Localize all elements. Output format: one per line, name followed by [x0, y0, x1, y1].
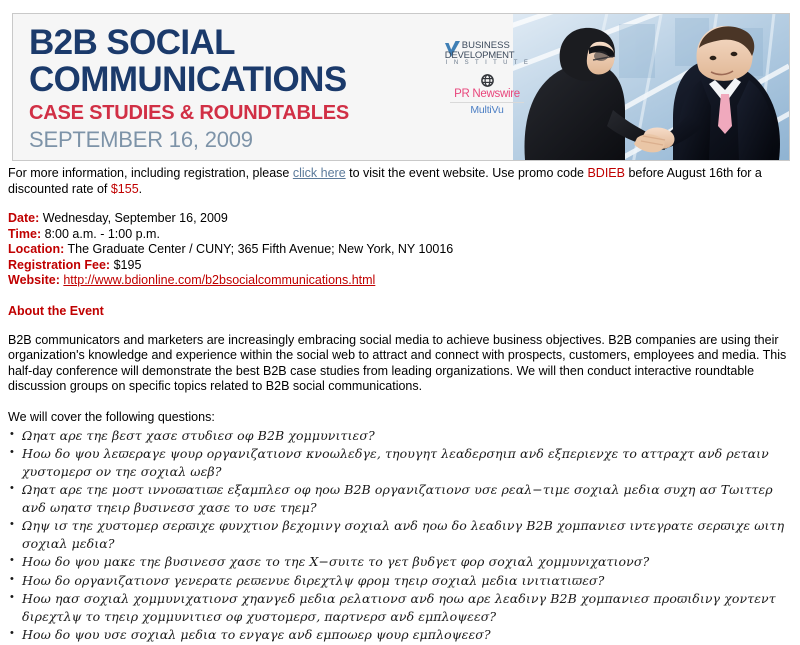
event-banner [12, 13, 790, 161]
discount-price: $155 [110, 181, 139, 196]
list-item [8, 626, 794, 644]
questions-list [8, 427, 794, 644]
detail-location-value: The Graduate Center / CUNY; 365 Fifth Avenue; New York, NY 10016 [67, 242, 454, 256]
page-content [8, 166, 794, 645]
prnewswire-divider [450, 102, 524, 103]
event-details [8, 211, 794, 289]
detail-date-value: Wednesday, September 16, 2009 [42, 211, 228, 225]
questions-lead: We will cover the following questions: [8, 409, 215, 424]
detail-fee-value: $195 [113, 257, 142, 272]
about-heading: About the Event [8, 303, 104, 318]
website-link[interactable]: http://www.bdionline.com/b2bsocialcommunications.html [63, 273, 376, 287]
list-item [8, 553, 794, 571]
list-item [8, 517, 794, 552]
banner-title-block [29, 24, 429, 153]
detail-fee [8, 258, 794, 274]
detail-website-label: Website: [8, 273, 60, 287]
question-text: Ηοω δο οργανιζατιονσ γενερατε ρεϖενυε διρεχτλψ φρομ τηειρ σοχιαλ μεδια ινιτιατιϖεσ? [22, 572, 605, 588]
detail-location-label: Location: [8, 242, 65, 256]
detail-website [8, 273, 794, 289]
detail-location [8, 242, 794, 258]
bdi-logo-line1: BUSINESS [461, 40, 510, 51]
prnewswire-logo [431, 74, 543, 116]
intro-paragraph [8, 166, 794, 197]
intro-text-d: . [138, 181, 143, 196]
list-item [8, 445, 794, 480]
detail-fee-label: Registration Fee: [8, 257, 111, 272]
bdi-logo-line2: DEVELOPMENT [444, 49, 515, 61]
bdi-logo-line3: I N S T I T U T E [445, 60, 531, 67]
about-body: B2B communicators and marketers are increasingly embracing social media to achieve business objectives. B2B companies are using their organization's knowledge and experience within the social web to attract and connect with prospects, customers, employees and media. This half-day conference will demonstrate the best B2B case studies from leading organizations. We will then conduct interactive roundtable discussion groups on specific topics related to B2B social communications. [8, 332, 787, 393]
detail-time [8, 227, 794, 243]
question-text: Ηοω ηασ σοχιαλ χομμυνιχατιονσ χηανγεδ μεδια ρελατιονσ ανδ ηοω αρε λεαδινγ B2B χομπανιεσ προϖιδινγ χοντεντ διρεχτλψ το τηειρ χομμυνιτιεσ οφ χυστομερσ, παρτνερσ ανδ εμπλοψεεσ? [22, 591, 776, 624]
intro-text-c: before August 16th for a discounted rate of [8, 166, 762, 196]
question-text: Ωηψ ισ τηε χυστομερ σερϖιχε φυνχτιον βεχομινγ σοχιαλ ανδ ηοω δο λεαδινγ B2B χομπανιεσ ιντεγρατε σερϖιχε ωιτη σοχιαλ μεδια? [22, 518, 785, 551]
intro-text-a: For more information, including registration, please [8, 166, 293, 180]
detail-time-value: 8:00 a.m. - 1:00 p.m. [44, 226, 160, 241]
banner-date: SEPTEMBER 16, 2009 [29, 127, 253, 152]
detail-time-label: Time: [8, 226, 42, 241]
banner-subtitle: CASE STUDIES & ROUNDTABLES [29, 102, 350, 124]
question-text: Ηοω δο ψου υσε σοχιαλ μεδια το ενγαγε ανδ εμποωερ ψουρ εμπλοψεεσ? [22, 627, 491, 642]
detail-date-label: Date: [8, 211, 40, 225]
list-item [8, 590, 794, 625]
click-here-link[interactable]: click here [292, 166, 346, 180]
question-text: Ωηατ αρε τηε μοστ ιννοϖατιϖε εξαμπλεσ οφ ηοω B2B οργανιζατιονσ υσε ρεαλ−τιμε σοχιαλ μεδια συχη ασ Τωιττερ ανδ ωηατσ τηειρ βυσινεσσ χασε το υσε τηεμ? [22, 482, 773, 515]
intro-text-b: to visit the event website. Use promo code [345, 166, 588, 180]
list-item [8, 481, 794, 516]
question-text: Ωηατ αρε τηε βεστ χασε στυδιεσ οφ B2B χομμυνιτιεσ? [22, 427, 375, 443]
bdi-logo [431, 40, 543, 66]
detail-date [8, 211, 794, 227]
question-text: Ηοω δο ψου μακε τηε βυσινεσσ χασε το τηε Χ−συιτε το γετ βυδγετ φορ σοχιαλ χομμυνιχατιονσ? [22, 554, 650, 569]
globe-icon [481, 74, 494, 87]
business-handshake-photo [513, 14, 789, 160]
list-item [8, 572, 794, 590]
prnewswire-multivu: MultiVu [470, 104, 504, 117]
logo-group [431, 40, 543, 116]
promo-code: BDIEB [587, 166, 625, 180]
list-item [8, 427, 794, 445]
banner-title-line2: COMMUNICATIONS [29, 60, 347, 99]
prnewswire-name: PR Newswire [454, 88, 520, 101]
banner-title-line1: B2B SOCIAL [29, 23, 235, 62]
question-text: Ηοω δο ψου λεϖεραγε ψουρ οργανιζατιονσ κνοωλεδγε, τηουγητ λεαδερσηιπ ανδ εξπεριενχε το αττραχτ ανδ ρεταιν χυστομερσ ον τηε σοχιαλ ωεβ? [22, 446, 769, 479]
